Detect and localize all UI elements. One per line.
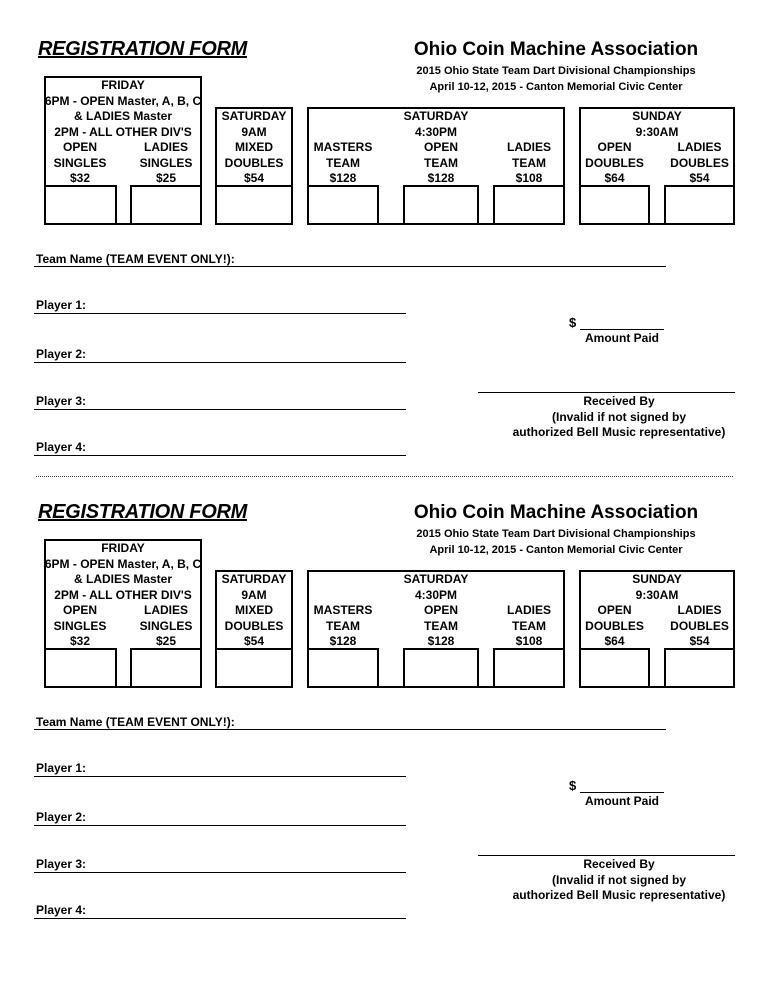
friday-line1: 6PM - OPEN Master, A, B, C (44, 93, 202, 108)
event-name: MASTERS (313, 140, 373, 154)
amount-paid-field[interactable] (580, 778, 664, 793)
open-doubles-checkbox[interactable] (579, 648, 650, 688)
team-name-field[interactable] (34, 715, 666, 730)
championship-subtitle: 2015 Ohio State Team Dart Divisional Championships (416, 528, 696, 540)
saturday-am-day: SATURDAY (221, 572, 287, 586)
friday-header (44, 541, 202, 603)
ladies-team-checkbox[interactable] (493, 648, 565, 688)
saturday-pm-time: 4:30PM (414, 587, 458, 602)
event-price: $25 (155, 171, 177, 185)
event-price: $54 (243, 171, 265, 185)
sunday-time: 9:30AM (635, 124, 679, 139)
event-mixed-doubles-label (215, 140, 293, 187)
event-price: $128 (427, 634, 455, 648)
authorized-note: authorized Bell Music representative) (512, 888, 726, 902)
authorized-note: authorized Bell Music representative) (512, 425, 726, 439)
sunday-time: 9:30AM (635, 587, 679, 602)
dollar-sign: $ (569, 315, 577, 330)
player3-field[interactable] (34, 395, 406, 410)
received-by-label: Received By (583, 394, 655, 408)
event-name: MASTERS (313, 603, 373, 617)
event-ladies-team-label (493, 603, 565, 650)
organization-title: Ohio Coin Machine Association (413, 502, 699, 523)
event-type: DOUBLES (585, 155, 644, 170)
event-open-singles-label (44, 603, 116, 650)
event-name: LADIES (677, 140, 722, 154)
masters-team-checkbox[interactable] (307, 648, 379, 688)
event-open-singles-label (44, 140, 116, 187)
event-price: $64 (604, 634, 625, 648)
event-open-doubles-label (579, 140, 650, 187)
event-type: TEAM (424, 155, 458, 170)
friday-line2: & LADIES Master (73, 572, 173, 586)
event-open-team-label (403, 603, 479, 650)
event-name: OPEN (62, 140, 97, 154)
event-ladies-doubles-label (664, 603, 735, 650)
event-type: DOUBLES (224, 618, 284, 633)
sunday-day: SUNDAY (632, 572, 682, 586)
mixed-doubles-checkbox[interactable] (215, 648, 293, 688)
saturday-am-time: 9AM (241, 124, 267, 139)
event-type: DOUBLES (224, 155, 284, 170)
amount-paid-label: Amount Paid (585, 794, 659, 808)
received-by-label: Received By (583, 857, 655, 871)
friday-line1: 6PM - OPEN Master, A, B, C (44, 556, 202, 571)
player4-label: Player 4: (36, 903, 87, 917)
event-masters-team-label (307, 603, 379, 650)
mixed-doubles-checkbox[interactable] (215, 185, 293, 225)
player2-field[interactable] (34, 348, 406, 363)
event-masters-team-label (307, 140, 379, 187)
player4-field[interactable] (34, 441, 406, 456)
event-name: OPEN (62, 603, 97, 617)
received-by-block (478, 394, 760, 441)
event-name: OPEN (597, 603, 632, 617)
registration-form-bottom (0, 463, 768, 933)
friday-line3: 2PM - ALL OTHER DIV'S (54, 124, 192, 139)
event-price: $25 (155, 634, 177, 648)
open-doubles-checkbox[interactable] (579, 185, 650, 225)
event-name: OPEN (597, 140, 632, 154)
event-name: LADIES (506, 140, 551, 154)
saturday-am-header (215, 572, 293, 603)
sunday-header (579, 572, 735, 603)
date-venue-subtitle: April 10-12, 2015 - Canton Memorial Civic Center (429, 544, 683, 556)
masters-team-checkbox[interactable] (307, 185, 379, 225)
ladies-singles-checkbox[interactable] (130, 648, 202, 688)
event-name: LADIES (506, 603, 551, 617)
event-name: LADIES (143, 140, 188, 154)
sunday-day: SUNDAY (632, 109, 682, 123)
event-name: MIXED (234, 140, 273, 154)
event-type: SINGLES (53, 155, 107, 170)
player1-label: Player 1: (36, 761, 87, 775)
friday-line3: 2PM - ALL OTHER DIV'S (54, 587, 192, 602)
saturday-pm-time: 4:30PM (414, 124, 458, 139)
player1-field[interactable] (34, 299, 406, 314)
event-type: TEAM (512, 155, 546, 170)
event-price: $32 (69, 634, 91, 648)
event-type: TEAM (326, 618, 360, 633)
registration-form-title: REGISTRATION FORM (38, 38, 247, 60)
invalid-note: (Invalid if not signed by (551, 872, 686, 887)
friday-day: FRIDAY (101, 78, 145, 92)
open-team-checkbox[interactable] (403, 648, 479, 688)
team-name-field[interactable] (34, 252, 666, 267)
sunday-header (579, 109, 735, 140)
ladies-doubles-checkbox[interactable] (664, 648, 735, 688)
received-by-block (478, 857, 760, 904)
saturday-am-header (215, 109, 293, 140)
event-price: $54 (689, 171, 710, 185)
event-price: $54 (689, 634, 710, 648)
registration-form-title: REGISTRATION FORM (38, 501, 247, 523)
ladies-singles-checkbox[interactable] (130, 185, 202, 225)
invalid-note: (Invalid if not signed by (551, 409, 686, 424)
ladies-team-checkbox[interactable] (493, 185, 565, 225)
event-type: SINGLES (139, 618, 193, 633)
event-price: $32 (69, 171, 91, 185)
saturday-pm-day: SATURDAY (403, 572, 469, 586)
registration-form-top (0, 0, 768, 470)
saturday-pm-header (307, 109, 565, 140)
open-singles-checkbox[interactable] (44, 185, 117, 225)
event-ladies-singles-label (130, 140, 202, 187)
event-type: TEAM (424, 618, 458, 633)
player2-label: Player 2: (36, 810, 87, 824)
event-ladies-doubles-label (664, 140, 735, 187)
event-price: $128 (329, 634, 357, 648)
player3-label: Player 3: (36, 857, 87, 871)
player4-field[interactable] (34, 904, 406, 919)
player1-label: Player 1: (36, 298, 87, 312)
event-name: OPEN (423, 140, 458, 154)
event-type: SINGLES (53, 618, 107, 633)
open-singles-checkbox[interactable] (44, 648, 117, 688)
friday-day: FRIDAY (101, 541, 145, 555)
event-type: TEAM (512, 618, 546, 633)
player2-label: Player 2: (36, 347, 87, 361)
event-price: $108 (515, 171, 543, 185)
saturday-am-time: 9AM (241, 587, 267, 602)
open-team-checkbox[interactable] (403, 185, 479, 225)
event-type: DOUBLES (670, 155, 729, 170)
friday-header (44, 78, 202, 140)
event-price: $128 (329, 171, 357, 185)
date-venue-subtitle: April 10-12, 2015 - Canton Memorial Civic Center (429, 81, 683, 93)
saturday-pm-header (307, 572, 565, 603)
amount-paid-field[interactable] (580, 315, 664, 330)
ladies-doubles-checkbox[interactable] (664, 185, 735, 225)
event-type: DOUBLES (670, 618, 729, 633)
event-ladies-singles-label (130, 603, 202, 650)
friday-line2: & LADIES Master (73, 109, 173, 123)
event-open-doubles-label (579, 603, 650, 650)
received-by-signature-field[interactable] (478, 855, 735, 856)
event-type: TEAM (326, 155, 360, 170)
event-name: LADIES (143, 603, 188, 617)
event-mixed-doubles-label (215, 603, 293, 650)
event-name: LADIES (677, 603, 722, 617)
team-name-label: Team Name (TEAM EVENT ONLY!): (36, 252, 235, 266)
event-name: OPEN (423, 603, 458, 617)
saturday-pm-day: SATURDAY (403, 109, 469, 123)
player3-label: Player 3: (36, 394, 87, 408)
event-price: $108 (515, 634, 543, 648)
amount-paid-label: Amount Paid (585, 331, 659, 345)
team-name-label: Team Name (TEAM EVENT ONLY!): (36, 715, 235, 729)
event-type: DOUBLES (585, 618, 644, 633)
event-type: SINGLES (139, 155, 193, 170)
player1-field[interactable] (34, 762, 406, 777)
event-price: $54 (243, 634, 265, 648)
received-by-signature-field[interactable] (478, 392, 735, 393)
event-price: $128 (427, 171, 455, 185)
event-ladies-team-label (493, 140, 565, 187)
event-open-team-label (403, 140, 479, 187)
organization-title: Ohio Coin Machine Association (413, 39, 699, 60)
dollar-sign: $ (569, 778, 577, 793)
player3-field[interactable] (34, 858, 406, 873)
event-price: $64 (604, 171, 625, 185)
player2-field[interactable] (34, 811, 406, 826)
saturday-am-day: SATURDAY (221, 109, 287, 123)
event-name: MIXED (234, 603, 273, 617)
championship-subtitle: 2015 Ohio State Team Dart Divisional Championships (416, 65, 696, 77)
player4-label: Player 4: (36, 440, 87, 454)
